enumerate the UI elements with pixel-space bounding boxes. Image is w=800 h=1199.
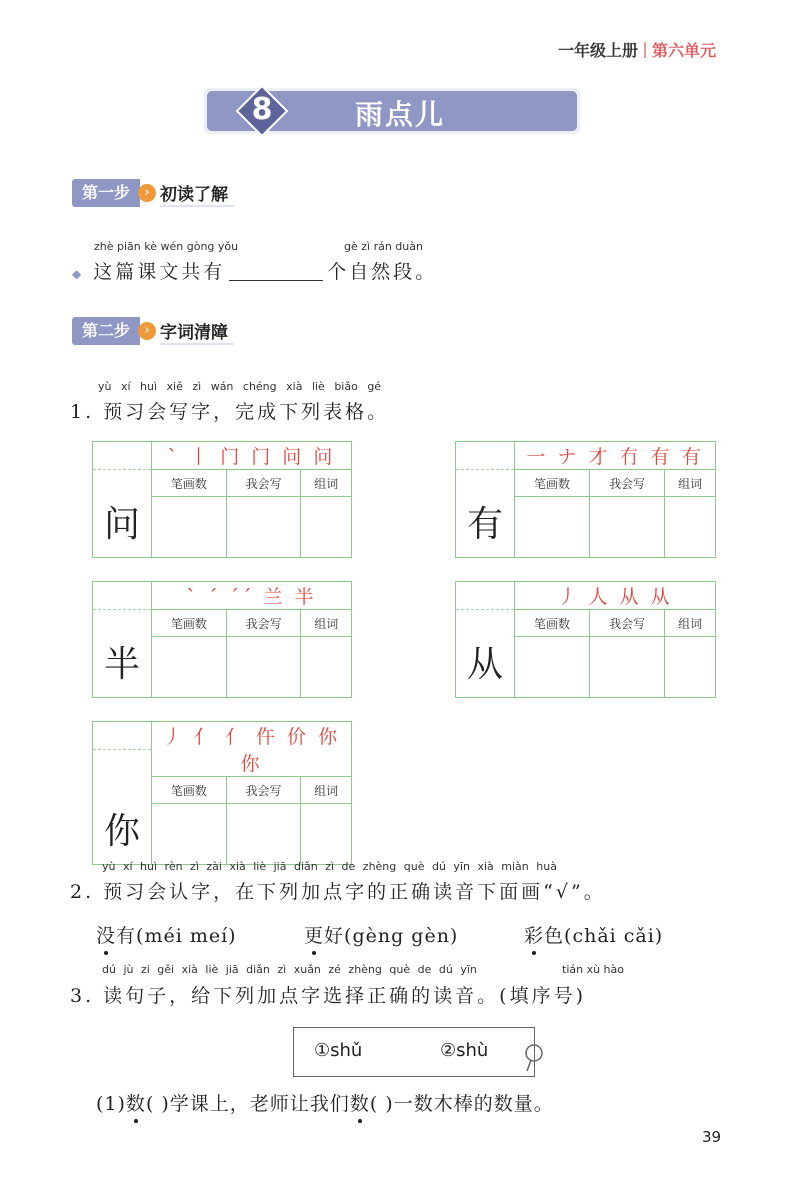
- header-word: 组词: [301, 777, 352, 804]
- header-write: 我会写: [590, 470, 665, 497]
- lesson-number: 8: [251, 92, 273, 127]
- write-input[interactable]: [226, 637, 301, 698]
- step1-label: 第一步: [72, 179, 140, 207]
- big-char: 有: [466, 504, 503, 545]
- header-word: 组词: [301, 610, 352, 637]
- char-table-cong: [455, 581, 716, 698]
- stroke-count-input[interactable]: [152, 804, 227, 865]
- page-header: [558, 38, 716, 61]
- header-word: 组词: [665, 470, 716, 497]
- chevron-right-icon: ›: [138, 322, 156, 340]
- word-input[interactable]: [301, 497, 352, 558]
- q3-text: 3. 读句子，给下列加点字选择正确的读音。(填序号): [70, 985, 586, 1007]
- word-input[interactable]: [665, 637, 716, 698]
- char-cell: [93, 722, 152, 865]
- stroke-order: 一 ナ 才 冇 有 有: [515, 442, 716, 470]
- pinyin-choices[interactable]: (méi meí): [136, 925, 237, 947]
- header-divider: [644, 42, 646, 58]
- step2-title: 字词清障: [160, 318, 234, 345]
- header-word: 组词: [665, 610, 716, 637]
- write-input[interactable]: [590, 637, 665, 698]
- stroke-order: ` ˊ ˊˊ 兰 半: [152, 582, 352, 610]
- step1-pinyin-b: gè zì rán duàn: [344, 240, 423, 253]
- header-stroke-count: 笔画数: [152, 470, 227, 497]
- header-write: 我会写: [226, 777, 301, 804]
- q3-pinyin-b: tián xù hào: [562, 963, 624, 976]
- step1-text-a: 这篇课文共有: [93, 261, 226, 283]
- dotted-char: 彩: [524, 925, 545, 947]
- step1-text-b: 个自然段。: [327, 261, 438, 283]
- unit-label: 第六单元: [651, 41, 716, 60]
- q2-pinyin: yù xí huì rèn zì zài xià liè jiā diǎn zì de zhèng què dú yīn xià miàn huà: [102, 860, 557, 873]
- big-char: 半: [103, 644, 140, 685]
- q2-text: 2. 预习会认字，在下列加点字的正确读音下面画“√”。: [70, 881, 606, 903]
- word-input[interactable]: [665, 497, 716, 558]
- chevron-right-icon: ›: [138, 184, 156, 202]
- header-write: 我会写: [226, 610, 301, 637]
- dotted-char: 更: [304, 925, 325, 947]
- stroke-count-input[interactable]: [152, 497, 227, 558]
- step2-heading: [72, 317, 234, 345]
- stroke-count-input[interactable]: [515, 497, 590, 558]
- q1-pinyin: yù xí huì xiě zì wán chéng xià liè biǎo gé: [98, 380, 382, 393]
- pinyin-choices[interactable]: (gèng gèn): [344, 925, 459, 947]
- answer-blank-2[interactable]: ( )一数木棒的数量。: [369, 1093, 554, 1115]
- stroke-count-input[interactable]: [152, 637, 227, 698]
- stroke-order: 丿 人 从 从: [515, 582, 716, 610]
- stroke-order: 丿 亻 亻 仵 价 你 你: [152, 722, 352, 777]
- char-cell: [456, 582, 515, 698]
- write-input[interactable]: [590, 497, 665, 558]
- char-table-wen: [92, 441, 352, 558]
- q3-sentence: (1)数( )学课上，老师让我们数( )一数木棒的数量。: [96, 1093, 554, 1115]
- char-table-you: [455, 441, 716, 558]
- char-cell: [456, 442, 515, 558]
- big-char: 问: [103, 504, 140, 545]
- paragraph-count-blank[interactable]: [229, 262, 323, 281]
- step1-title: 初读了解: [160, 180, 234, 207]
- lesson-title: 雨点儿: [354, 98, 445, 131]
- big-char: 你: [103, 811, 140, 852]
- reading-choices-box: [293, 1027, 535, 1077]
- char-cell: [93, 442, 152, 558]
- step1-heading: [72, 179, 234, 207]
- q2-option-1[interactable]: 没有(méi meí): [96, 925, 237, 947]
- write-input[interactable]: [226, 497, 301, 558]
- char-table-ban: [92, 581, 352, 698]
- write-input[interactable]: [226, 804, 301, 865]
- grade-label: 一年级上册: [557, 41, 638, 60]
- stroke-order: ` 丨 门 门 问 问: [152, 442, 352, 470]
- step1-pinyin-a: zhè piān kè wén gòng yǒu: [94, 240, 239, 253]
- stroke-count-input[interactable]: [515, 637, 590, 698]
- page-number: 39: [702, 1128, 722, 1146]
- q2-option-3[interactable]: 彩色(chǎi cǎi): [524, 925, 664, 947]
- big-char: 从: [466, 644, 503, 685]
- diamond-bullet-icon: ◆: [72, 267, 85, 281]
- dotted-char: 数: [349, 1093, 370, 1115]
- word-input[interactable]: [301, 804, 352, 865]
- header-stroke-count: 笔画数: [152, 777, 227, 804]
- step1-question: [72, 257, 437, 284]
- q1-text: 1. 预习会写字，完成下列表格。: [70, 401, 390, 423]
- header-word: 组词: [301, 470, 352, 497]
- header-write: 我会写: [590, 610, 665, 637]
- choice-1: ①shǔ: [314, 1040, 363, 1061]
- word-input[interactable]: [301, 637, 352, 698]
- char-table-ni: [92, 721, 352, 865]
- dotted-char: 数: [125, 1093, 146, 1115]
- step2-label: 第二步: [72, 317, 140, 345]
- q2-option-2[interactable]: 更好(gèng gèn): [304, 925, 459, 947]
- q3-pinyin-a: dú jù zi gěi xià liè jiā diǎn zì xuǎn zé zhèng què de dú yīn: [102, 963, 477, 976]
- answer-blank-1[interactable]: ( )学课上，老师让我们: [145, 1093, 350, 1115]
- header-stroke-count: 笔画数: [515, 610, 590, 637]
- pinyin-choices[interactable]: (chǎi cǎi): [564, 925, 664, 947]
- header-stroke-count: 笔画数: [152, 610, 227, 637]
- char-cell: [93, 582, 152, 698]
- header-write: 我会写: [226, 470, 301, 497]
- choice-2: ②shù: [440, 1040, 489, 1061]
- magnifier-icon: [522, 1043, 546, 1073]
- header-stroke-count: 笔画数: [515, 470, 590, 497]
- dotted-char: 没: [96, 925, 117, 947]
